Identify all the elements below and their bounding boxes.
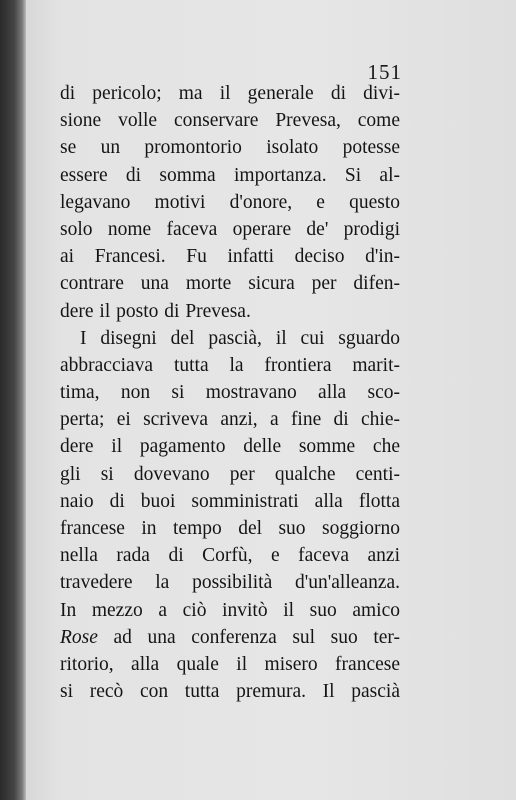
text-line: dere il pagamento delle somme che — [60, 436, 400, 458]
text-line: di pericolo; ma il generale di divi- — [60, 83, 400, 104]
text-line: ai Francesi. Fu infatti deciso d'in- — [60, 246, 400, 268]
text-line: si recò con tutta premura. Il pascià — [60, 681, 400, 703]
text-line: In mezzo a ciò invitò il suo amico — [60, 599, 400, 621]
body-text — [60, 80, 400, 705]
text-line: travedere la possibilità d'un'alleanza. — [60, 572, 400, 594]
name-rose: Rose — [60, 626, 98, 648]
text-line — [60, 624, 400, 651]
text-line: essere di somma importanza. Si al- — [60, 164, 400, 186]
text-line: se un promontorio isolato potesse — [60, 137, 400, 159]
text-line: abbracciava tutta la frontiera marit- — [60, 354, 400, 376]
text-line: ritorio, alla quale il misero francese — [60, 653, 400, 675]
text-line: sione volle conservare Prevesa, come — [60, 110, 400, 132]
text-line: perta; ei scriveva anzi, a fine di chie- — [60, 409, 400, 431]
text-line: nella rada di Corfù, e faceva anzi — [60, 545, 400, 567]
text-line: I disegni del pascià, il cui sguardo — [80, 327, 400, 349]
page-number: 151 — [367, 60, 402, 84]
text-line: contrare una morte sicura per difen- — [60, 273, 400, 295]
text-line-rest: ad una conferenza sul suo ter- — [113, 626, 401, 648]
text-line: naio di buoi somministrati alla flotta — [60, 490, 400, 512]
paragraph-1 — [60, 80, 400, 325]
book-spine-shadow — [0, 0, 26, 800]
text-line: dere il posto di Prevesa. — [60, 300, 251, 322]
text-line: gli si dovevano per qualche centi- — [60, 463, 400, 485]
text-line: legavano motivi d'onore, e questo — [60, 191, 400, 213]
text-line: francese in tempo del suo soggiorno — [60, 518, 400, 539]
text-line: solo nome faceva operare de' prodigi — [60, 218, 400, 240]
paragraph-2 — [60, 325, 400, 706]
text-line: tima, non si mostravano alla sco- — [60, 382, 400, 404]
